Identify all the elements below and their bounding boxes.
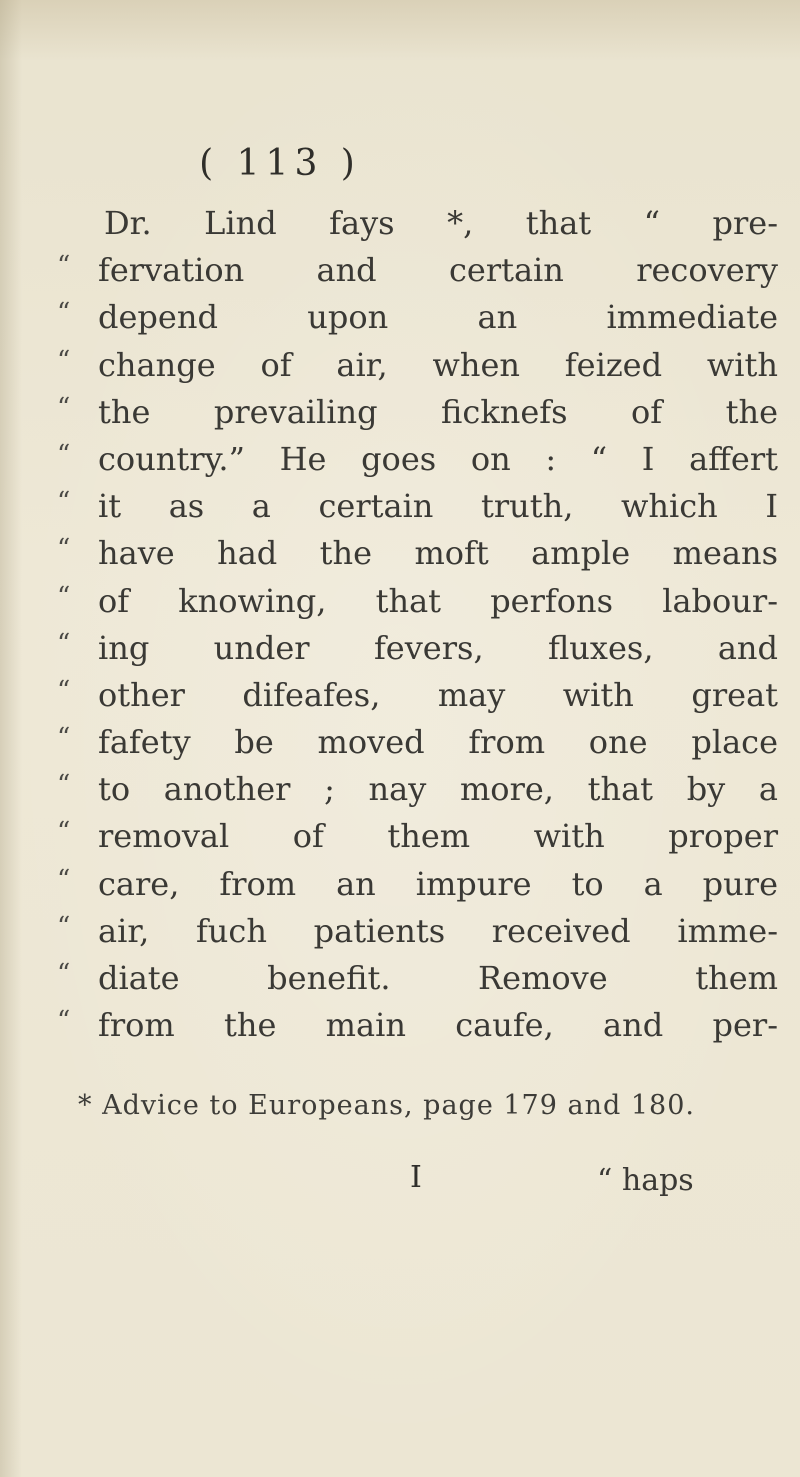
text-line bbox=[57, 861, 778, 908]
text-line bbox=[98, 200, 778, 247]
quote-mark: “ bbox=[57, 439, 71, 470]
text-line bbox=[57, 436, 778, 483]
quote-mark: “ bbox=[57, 675, 71, 706]
quote-mark: “ bbox=[57, 392, 71, 423]
text-line bbox=[57, 483, 778, 530]
text-line bbox=[57, 247, 778, 294]
quote-mark: “ bbox=[57, 911, 71, 942]
line-text: country.” He goes on : “ I affert bbox=[98, 439, 778, 478]
signature-mark: I bbox=[410, 1160, 422, 1195]
page-edge-stain bbox=[0, 0, 800, 60]
line-text: ing under fevers, fluxes, and bbox=[98, 628, 778, 667]
line-text: from the main caufe, and per- bbox=[98, 1006, 778, 1045]
line-text: to another ; nay more, that by a bbox=[98, 770, 778, 809]
body-text bbox=[57, 200, 778, 1049]
line-text: it as a certain truth, which I bbox=[98, 487, 778, 526]
binding-shadow bbox=[0, 0, 22, 1477]
line-text: of knowing, that perfons labour- bbox=[98, 581, 778, 620]
quote-mark: “ bbox=[57, 581, 71, 612]
quote-mark: “ bbox=[57, 723, 71, 754]
quote-mark: “ bbox=[57, 487, 71, 518]
text-line bbox=[57, 530, 778, 577]
footnote: * Advice to Europeans, page 179 and 180. bbox=[78, 1090, 695, 1121]
quote-mark: “ bbox=[57, 298, 71, 329]
quote-mark: “ bbox=[57, 1006, 71, 1037]
quote-mark: “ bbox=[57, 864, 71, 895]
line-text: care, from an impure to a pure bbox=[98, 864, 778, 903]
text-line bbox=[57, 294, 778, 341]
quote-mark: “ bbox=[57, 770, 71, 801]
page-number: ( 113 ) bbox=[199, 143, 361, 184]
text-line bbox=[57, 342, 778, 389]
text-line bbox=[57, 955, 778, 1002]
quote-mark: “ bbox=[57, 817, 71, 848]
line-text: removal of them with proper bbox=[98, 817, 778, 856]
line-text: Dr. Lind fays *, that “ pre- bbox=[104, 204, 778, 242]
quote-mark: “ bbox=[57, 345, 71, 376]
text-line bbox=[57, 813, 778, 860]
line-text: change of air, when feized with bbox=[98, 345, 778, 384]
line-text: have had the moft ample means bbox=[98, 534, 778, 573]
text-line bbox=[57, 1002, 778, 1049]
text-line bbox=[57, 766, 778, 813]
text-line bbox=[57, 625, 778, 672]
text-line bbox=[57, 908, 778, 955]
line-text: depend upon an immediate bbox=[98, 298, 778, 337]
line-text: fervation and certain recovery bbox=[98, 251, 778, 290]
line-text: other difeafes, may with great bbox=[98, 675, 778, 714]
line-text: air, fuch patients received imme- bbox=[98, 911, 778, 950]
line-text: the prevailing ficknefs of the bbox=[98, 392, 778, 431]
text-line bbox=[57, 389, 778, 436]
quote-mark: “ bbox=[57, 959, 71, 989]
quote-mark: “ bbox=[57, 534, 71, 565]
quote-mark: “ bbox=[57, 251, 71, 282]
text-line bbox=[57, 578, 778, 625]
text-line bbox=[57, 672, 778, 719]
line-text: fafety be moved from one place bbox=[98, 723, 778, 762]
quote-mark: “ bbox=[57, 628, 71, 659]
text-line bbox=[57, 719, 778, 766]
line-text: diate benefit. Remove them bbox=[98, 959, 778, 997]
catchword: “ haps bbox=[597, 1163, 694, 1198]
